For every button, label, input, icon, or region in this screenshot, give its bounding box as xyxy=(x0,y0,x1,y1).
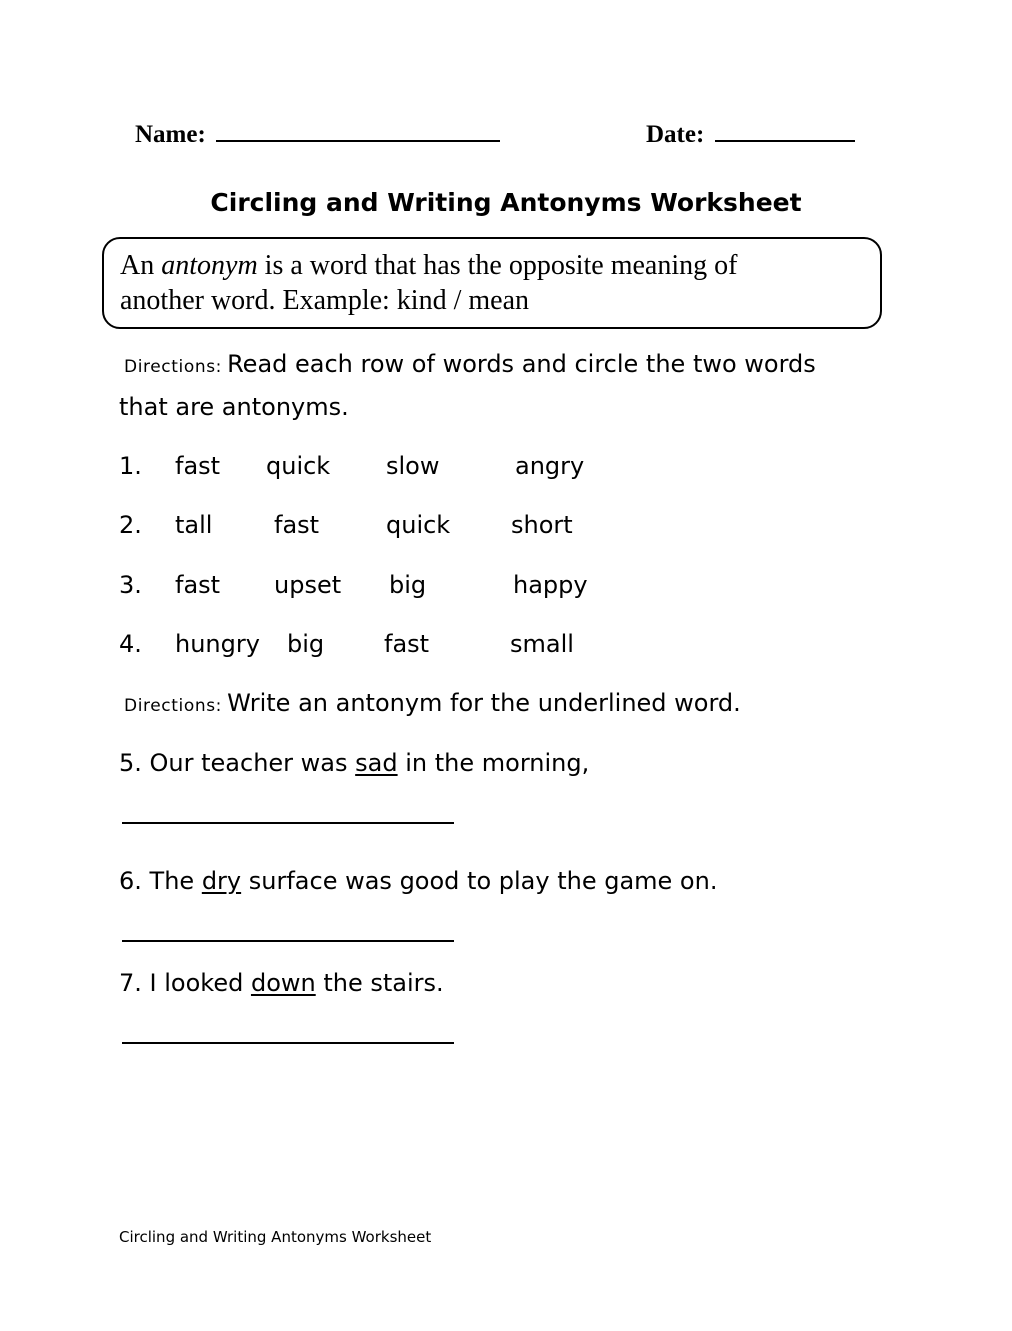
word-option[interactable]: short xyxy=(511,511,573,539)
word-option[interactable]: fast xyxy=(274,511,320,539)
underlined-word: sad xyxy=(355,749,398,777)
row-number: 1. xyxy=(119,452,142,480)
question-5 xyxy=(119,749,589,777)
word-row-3 xyxy=(0,571,1012,603)
word-option[interactable]: hungry xyxy=(175,630,260,658)
directions-text-continued: that are antonyms. xyxy=(119,393,349,421)
row-number: 3. xyxy=(119,571,142,599)
word-option[interactable]: fast xyxy=(384,630,430,658)
word-option[interactable]: happy xyxy=(513,571,588,599)
word-option[interactable]: quick xyxy=(386,511,451,539)
answer-line-5[interactable] xyxy=(122,822,454,824)
directions-label: Directions: xyxy=(124,357,222,377)
definition-suffix: is a word that has the opposite meaning of xyxy=(264,250,738,281)
date-label: Date: xyxy=(646,121,705,148)
word-option[interactable]: upset xyxy=(274,571,342,599)
word-row-4 xyxy=(0,630,1012,662)
row-number: 4. xyxy=(119,630,142,658)
word-option[interactable]: big xyxy=(287,630,325,658)
row-number: 2. xyxy=(119,511,142,539)
question-text: 6. The xyxy=(119,867,195,895)
word-option[interactable]: tall xyxy=(175,511,213,539)
underlined-word: dry xyxy=(201,867,242,895)
word-option[interactable]: fast xyxy=(175,571,221,599)
word-option[interactable]: small xyxy=(510,630,574,658)
question-6 xyxy=(119,867,717,895)
definition-term: antonym xyxy=(161,250,258,281)
date-field xyxy=(646,118,855,149)
question-text: the stairs. xyxy=(323,969,444,997)
answer-line-6[interactable] xyxy=(122,940,454,942)
directions-1 xyxy=(124,350,816,378)
question-text: surface was good to play the game on. xyxy=(248,867,718,895)
definition-line-1 xyxy=(120,250,737,282)
name-label: Name: xyxy=(135,121,206,148)
worksheet-title: Circling and Writing Antonyms Worksheet xyxy=(210,188,802,217)
directions-text: Write an antonym for the underlined word. xyxy=(227,689,741,717)
underlined-word: down xyxy=(250,969,316,997)
word-option[interactable]: angry xyxy=(515,452,585,480)
word-option[interactable]: big xyxy=(389,571,427,599)
definition-line-2: another word. Example: kind / mean xyxy=(120,285,529,316)
definition-prefix: An xyxy=(120,250,155,281)
directions-text: Read each row of words and circle the two words xyxy=(227,350,816,378)
name-blank[interactable] xyxy=(216,118,500,142)
word-option[interactable]: fast xyxy=(175,452,221,480)
page-footer: Circling and Writing Antonyms Worksheet xyxy=(119,1228,432,1246)
word-option[interactable]: quick xyxy=(266,452,331,480)
directions-label: Directions: xyxy=(124,696,222,716)
question-text: in the morning, xyxy=(405,749,590,777)
answer-line-7[interactable] xyxy=(122,1042,454,1044)
name-field xyxy=(135,118,500,149)
directions-2 xyxy=(124,689,741,717)
question-text: 7. I looked xyxy=(119,969,244,997)
question-text: 5. Our teacher was xyxy=(119,749,348,777)
question-7 xyxy=(119,969,444,997)
word-row-2 xyxy=(0,511,1012,543)
word-row-1 xyxy=(0,452,1012,484)
date-blank[interactable] xyxy=(715,118,855,142)
word-option[interactable]: slow xyxy=(386,452,440,480)
